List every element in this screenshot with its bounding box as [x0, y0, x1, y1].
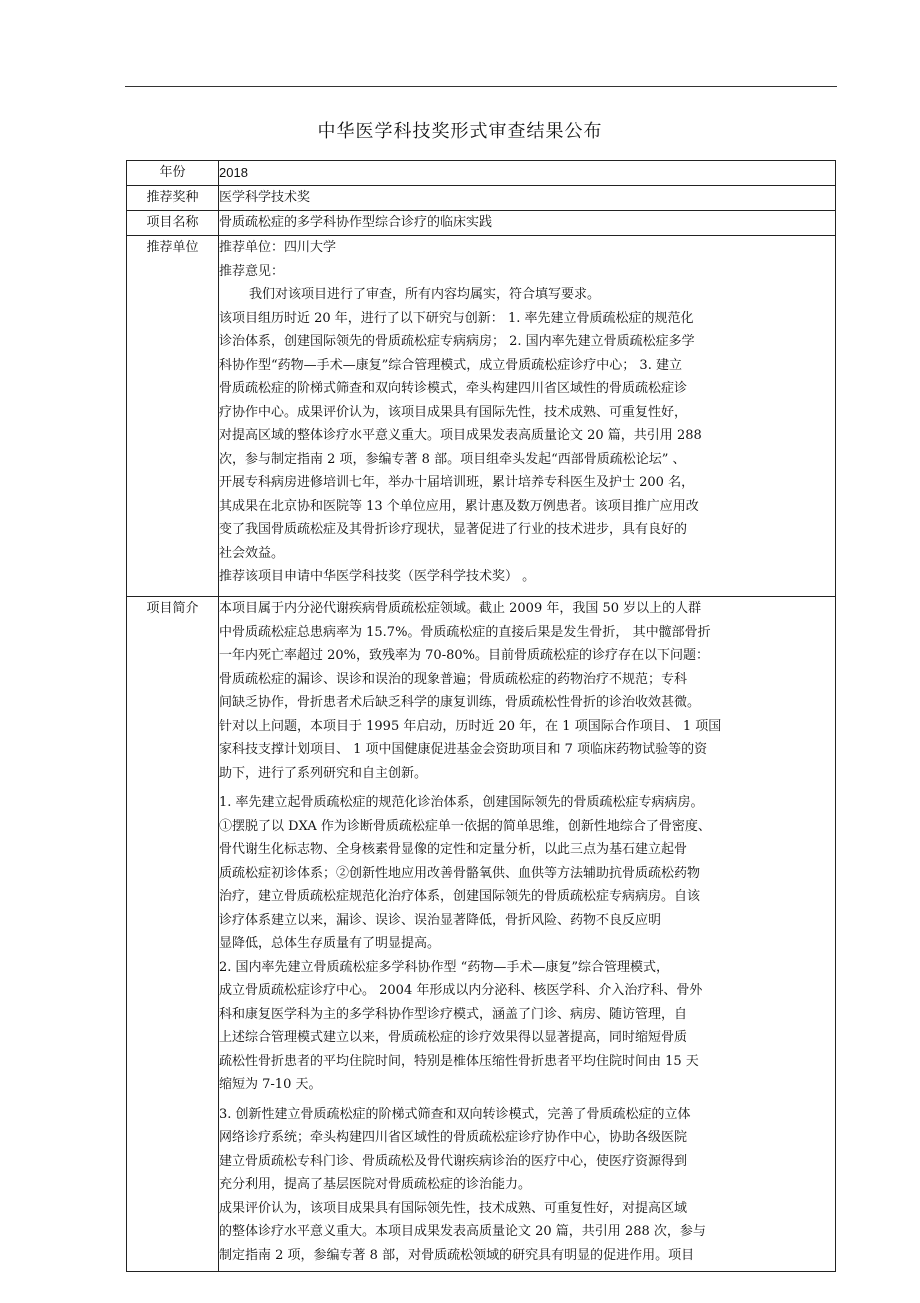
row-recommender [127, 236, 836, 597]
text-line: 上述综合管理模式建立以来，骨质疏松症的诊疗效果得以显著提高，同时缩短骨质 [219, 1030, 688, 1045]
text-line: 充分利用，提高了基层医院对骨质疏松症的诊治能力。 [219, 1177, 532, 1192]
text-line: 网络诊疗系统；牵头构建四川省区域性的骨质疏松症诊疗协作中心，协助各级医院 [219, 1130, 688, 1145]
text-line: 助下，进行了系列研究和自主创新。 [219, 765, 428, 781]
text-line: 1. 率先建立起骨质疏松症的规范化诊治体系，创建国际领先的骨质疏松症专病病房。 [219, 795, 704, 810]
text-line: 缩短为 7-10 天。 [219, 1077, 322, 1092]
text-line: 推荐该项目申请中华医学科技奖（医学科学技术奖） 。 [219, 569, 536, 584]
text-line: 2. 国内率先建立骨质疏松症多学科协作型 “药物—手术—康复”综合管理模式， [219, 959, 669, 975]
header-rule [125, 86, 837, 87]
recommender-text [219, 236, 836, 597]
text-line: 针对以上问题，本项目于 1995 年启动，历时近 20 年，在 1 项国际合作项目、 1 项国 [219, 718, 722, 734]
text-line: 骨质疏松症的漏诊、误诊和误治的现象普遍；骨质疏松症的药物治疗不规范；专科 [219, 671, 688, 687]
row-year [127, 161, 836, 186]
text-line: 建立骨质疏松专科门诊、骨质疏松及骨代谢疾病诊治的医疗中心，使医疗资源得到 [219, 1153, 688, 1169]
review-table [126, 160, 836, 1272]
text-line: 骨质疏松症的阶梯式筛查和双向转诊模式，牵头构建四川省区域性的骨质疏松症诊 [219, 381, 688, 396]
label-award: 推荐奖种 [127, 186, 219, 211]
text-line: 推荐意见： [219, 263, 285, 279]
text-line: 中骨质疏松症总患病率为 15.7%。骨质疏松症的直接后果是发生骨折， 其中髋部骨折 [219, 624, 711, 640]
text-line: 推荐单位：四川大学 [219, 240, 337, 255]
text-line: 成立骨质疏松症诊疗中心。 2004 年形成以内分泌科、核医学科、介入治疗科、骨外 [219, 983, 703, 998]
label-year: 年份 [127, 161, 219, 186]
text-line: 一年内死亡率超过 20%，致残率为 70-80%。目前骨质疏松症的诊疗存在以下问题： [219, 648, 709, 663]
text-line: 3. 创新性建立骨质疏松症的阶梯式筛查和双向转诊模式，完善了骨质疏松症的立体 [219, 1106, 691, 1122]
label-summary: 项目简介 [127, 597, 219, 1272]
text-line: 诊疗体系建立以来，漏诊、误诊、误治显著降低，骨折风险、药物不良反应明 [219, 912, 662, 928]
summary-text [219, 597, 836, 1272]
text-line: 开展专科病房进修培训七年，举办十届培训班，累计培养专科医生及护士 200 名， [219, 475, 695, 490]
text-line: 疗协作中心。成果评价认为，该项目成果具有国际先性，技术成熟、可重复性好， [219, 404, 688, 420]
text-line: 骨代谢生化标志物、全身核素骨显像的定性和定量分析，以此三点为基石建立起骨 [219, 842, 688, 857]
text-line: ①摆脱了以 DXA 作为诊断骨质疏松症单一依据的简单思维，创新性地综合了骨密度、 [219, 818, 711, 834]
text-line: 该项目组历时近 20 年，进行了以下研究与创新： 1. 率先建立骨质疏松症的规范化 [219, 310, 694, 326]
page-title: 中华医学科技奖形式审查结果公布 [317, 121, 603, 142]
text-line: 制定指南 2 项，参编专著 8 部，对骨质疏松领域的研究具有明显的促进作用。项目 [219, 1247, 695, 1263]
text-line: 科和康复医学科为主的多学科协作型诊疗模式，涵盖了门诊、病房、随访管理，自 [219, 1006, 688, 1022]
text-line: 次，参与制定指南 2 项，参编专著 8 部。项目组牵头发起“西部骨质疏松论坛” 、 [219, 451, 686, 467]
text-line: 家科技支撑计划项目、 1 项中国健康促进基金会资助项目和 7 项临床药物试验等的资 [219, 742, 708, 757]
text-line: 我们对该项目进行了审查，所有内容均属实，符合填写要求。 [249, 287, 601, 302]
text-line: 本项目属于内分泌代谢疾病骨质疏松症领域。截止 2009 年，我国 50 岁以上的人群 [219, 601, 702, 616]
text-line: 诊治体系，创建国际领先的骨质疏松症专病病房； 2. 国内率先建立骨质疏松症多学 [219, 334, 695, 349]
value-award: 医学科学技术奖 [219, 186, 836, 211]
text-line: 的整体诊疗水平意义重大。本项目成果发表高质量论文 20 篇，共引用 288 次，参与 [219, 1224, 706, 1239]
label-project: 项目名称 [127, 211, 219, 236]
value-project: 骨质疏松症的多学科协作型综合诊疗的临床实践 [219, 211, 836, 236]
text-line: 变了我国骨质疏松症及其骨折诊疗现状，显著促进了行业的技术进步，具有良好的 [219, 522, 688, 537]
text-line: 质疏松症初诊体系；②创新性地应用改善骨骼氧供、血供等方法辅助抗骨质疏松药物 [219, 865, 701, 881]
row-award [127, 186, 836, 211]
text-line: 成果评价认为，该项目成果具有国际领先性，技术成熟、可重复性好，对提高区域 [219, 1200, 688, 1216]
text-line: 治疗，建立骨质疏松症规范化治疗体系，创建国际领先的骨质疏松症专病病房。自该 [219, 889, 701, 904]
text-line: 对提高区域的整体诊疗水平意义重大。项目成果发表高质量论文 20 篇，共引用 288 [219, 428, 702, 443]
value-year: 2018 [219, 161, 836, 186]
row-summary [127, 597, 836, 1272]
text-line: 间缺乏协作，骨折患者术后缺乏科学的康复训练，骨质疏松性骨折的诊治收效甚微。 [219, 695, 701, 710]
text-line: 其成果在北京协和医院等 13 个单位应用，累计惠及数万例患者。该项目推广应用改 [219, 498, 699, 514]
text-line: 科协作型“药物—手术—康复”综合管理模式，成立骨质疏松症诊疗中心； 3. 建立 [219, 357, 682, 373]
text-line: 显降低，总体生存质量有了明显提高。 [219, 936, 441, 951]
label-recommender: 推荐单位 [127, 236, 219, 597]
text-line: 社会效益。 [219, 545, 285, 561]
row-project [127, 211, 836, 236]
text-line: 疏松性骨折患者的平均住院时间，特别是椎体压缩性骨折患者平均住院时间由 15 天 [219, 1053, 699, 1069]
